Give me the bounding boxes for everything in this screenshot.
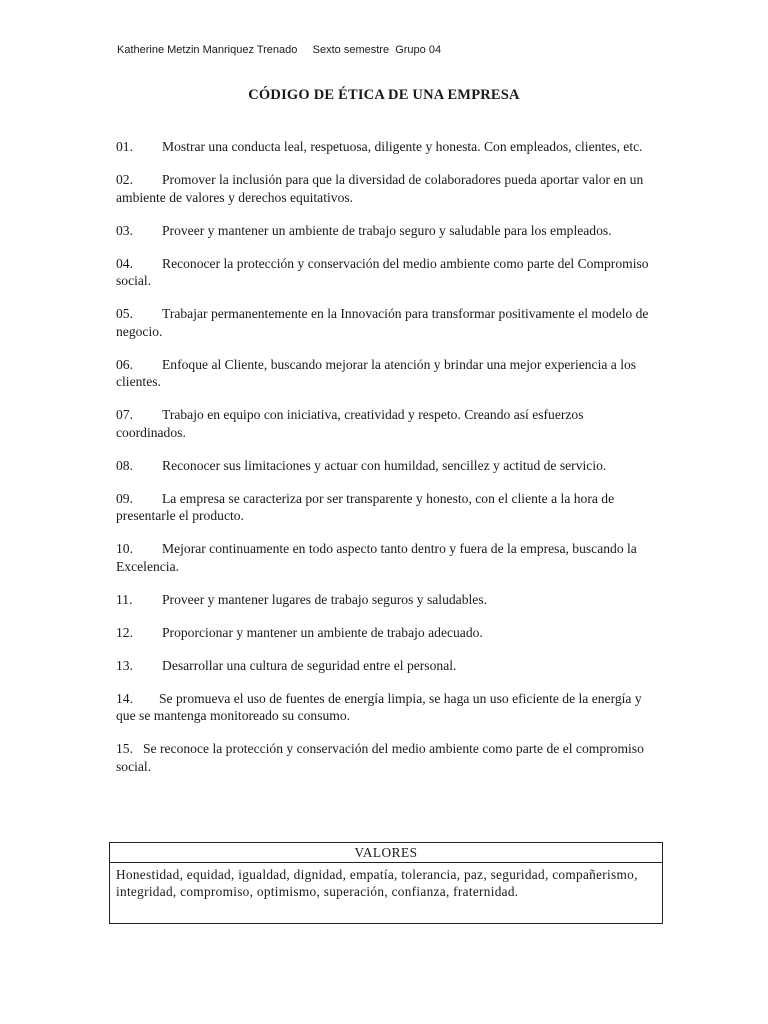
- item-number: 14.: [116, 690, 133, 706]
- page-title: CÓDIGO DE ÉTICA DE UNA EMPRESA: [248, 87, 520, 103]
- list-item: [116, 222, 656, 240]
- list-item: [116, 490, 656, 525]
- item-number: 10.: [116, 541, 133, 556]
- item-number: 11.: [116, 591, 133, 607]
- item-text: Reconocer sus limitaciones y actuar con humildad, sencillez y actitud de servicio.: [162, 457, 607, 473]
- valores-heading: VALORES: [110, 843, 662, 863]
- item-number: 09.: [116, 490, 133, 506]
- item-text: Proveer y mantener lugares de trabajo seguros y saludables.: [162, 591, 488, 607]
- list-item: [116, 740, 656, 775]
- item-number: 01.: [116, 139, 133, 154]
- list-item: [116, 657, 656, 675]
- list-item: [116, 540, 656, 575]
- item-text: Desarrollar una cultura de seguridad entre el personal.: [162, 657, 457, 673]
- list-item: [116, 624, 656, 642]
- list-item: [116, 356, 656, 391]
- item-text: Proporcionar y mantener un ambiente de trabajo adecuado.: [162, 624, 483, 640]
- item-number: 05.: [116, 306, 133, 321]
- valores-table: [109, 842, 663, 924]
- list-item: [116, 406, 656, 441]
- item-number: 06.: [116, 356, 133, 372]
- item-number: 08.: [116, 457, 133, 473]
- item-number: 07.: [116, 407, 133, 422]
- item-text: Mostrar una conducta leal, respetuosa, diligente y honesta. Con empleados, clientes, etc.: [162, 139, 643, 154]
- list-item: [116, 690, 656, 725]
- ethics-list: [116, 138, 656, 791]
- item-text: Proveer y mantener un ambiente de trabajo seguro y saludable para los empleados.: [162, 222, 612, 238]
- list-item: [116, 305, 656, 340]
- item-text: Promover la inclusión para que la diversidad de colaboradores pueda aportar valor en un ambiente de valores y derechos equitativos.: [116, 172, 644, 205]
- list-item: [116, 457, 656, 475]
- item-number: 15.: [116, 741, 133, 756]
- item-text: Mejorar continuamente en todo aspecto tanto dentro y fuera de la empresa, buscando la Excelencia.: [116, 541, 637, 574]
- item-number: 13.: [116, 657, 133, 673]
- item-text: Enfoque al Cliente, buscando mejorar la atención y brindar una mejor experiencia a los clientes.: [116, 356, 637, 389]
- document-header: [117, 44, 441, 56]
- item-number: 12.: [116, 624, 133, 640]
- list-item: [116, 591, 656, 609]
- list-item: [116, 138, 656, 156]
- item-text: Reconocer la protección y conservación del medio ambiente como parte del Compromiso social.: [116, 255, 649, 288]
- course-info: Sexto semestre Grupo 04: [312, 44, 442, 56]
- valores-text: Honestidad, equidad, igualdad, dignidad, empatía, tolerancia, paz, seguridad, compañerismo, integridad, compromiso, optimismo, superación, confianza, fraternidad.: [116, 867, 638, 900]
- item-text: La empresa se caracteriza por ser transparente y honesto, con el cliente a la hora de presentarle el producto.: [116, 490, 615, 523]
- author-name: Katherine Metzin Manriquez Trenado: [117, 44, 298, 56]
- item-text: Se reconoce la protección y conservación del medio ambiente como parte de el compromiso social.: [116, 741, 644, 774]
- item-number: 04.: [116, 255, 133, 271]
- list-item: [116, 171, 656, 206]
- item-text: Se promueva el uso de fuentes de energía limpia, se haga un uso eficiente de la energía y que se mantenga monitoreado su consumo.: [116, 690, 642, 723]
- item-text: Trabajar permanentemente en la Innovación para transformar positivamente el modelo de negocio.: [116, 306, 649, 339]
- item-number: 02.: [116, 172, 133, 187]
- item-text: Trabajo en equipo con iniciativa, creatividad y respeto. Creando así esfuerzos coordinados.: [116, 407, 584, 440]
- list-item: [116, 255, 656, 290]
- item-number: 03.: [116, 222, 133, 238]
